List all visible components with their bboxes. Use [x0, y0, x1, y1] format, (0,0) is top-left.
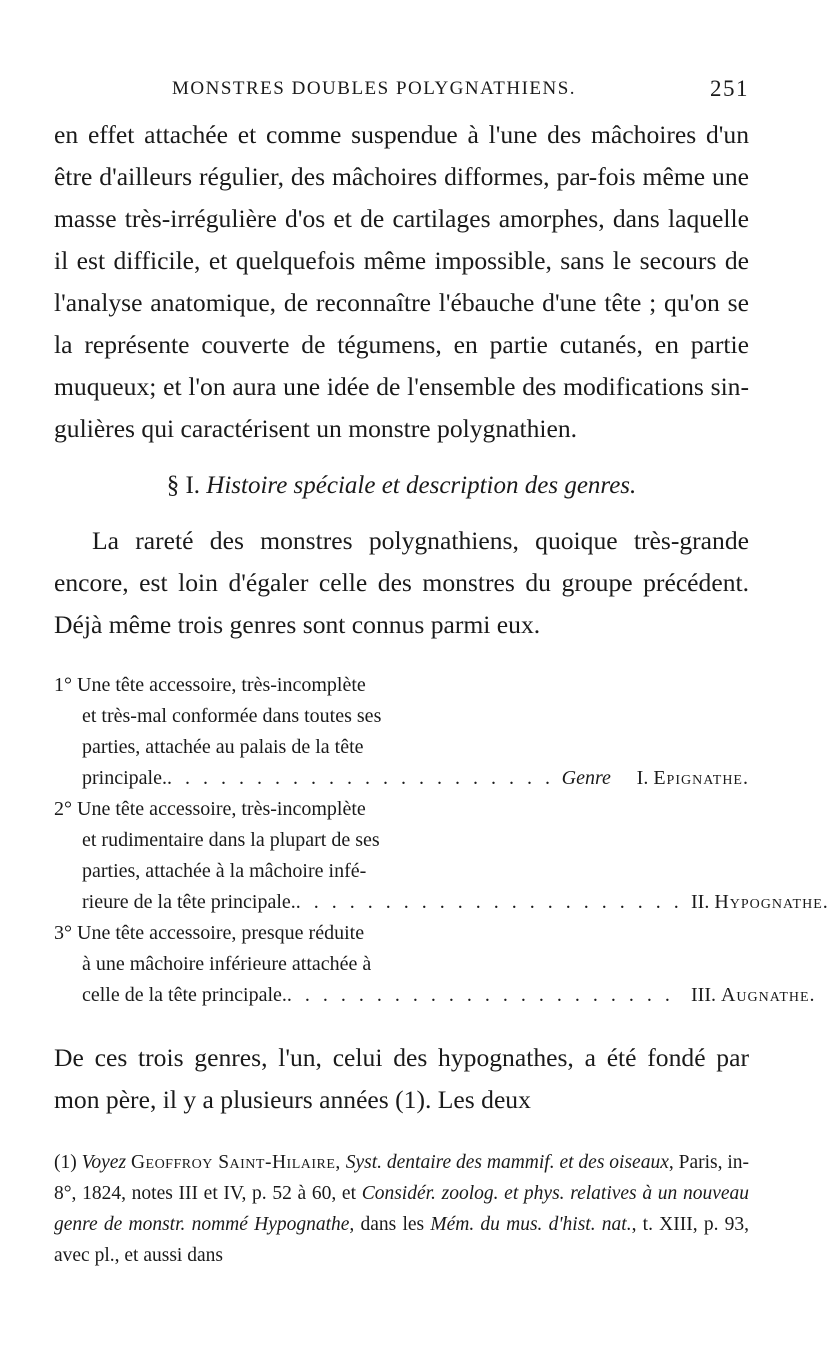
footnote-work-3: Mém. du mus. d'hist. nat. [430, 1214, 632, 1235]
paragraph-2: La rareté des monstres polygnathiens, quoique très-grande encore, est loin d'égaler celle des monstres du groupe précédent. Déjà même trois genres sont connus parmi eux. [54, 526, 749, 639]
genre-description [54, 670, 562, 794]
genre-numeral: I. [636, 767, 649, 789]
genre-description [54, 794, 683, 918]
genre-name [562, 763, 749, 794]
footnote [54, 1147, 749, 1271]
section-title: Histoire spéciale et description des genres. [206, 472, 637, 499]
genre-line: parties, attachée au palais de la tête [82, 736, 364, 758]
genre-row [54, 670, 749, 794]
paragraph-3: De ces trois genres, l'un, celui des hypognathes, a été fondé par mon père, il y a plusieurs années (1). Les deux [54, 1043, 749, 1114]
genre-line: 1° Une tête accessoire, très-incomplète [54, 674, 366, 696]
genre-line: à une mâchoire inférieure attachée à [82, 953, 372, 975]
dot-leader: . . . . . . . . . . . . . . . . . . . . . . [286, 984, 674, 1006]
genre-word: Genre [561, 767, 611, 789]
genre-numeral: III. [691, 984, 716, 1006]
genre-description [54, 918, 674, 1011]
genre-line: principale. [82, 767, 167, 789]
dot-leader: . . . . . . . . . . . . . . . . . . . . . . [166, 767, 554, 789]
genre-line: et très-mal conformée dans toutes ses [82, 705, 382, 727]
section-heading [54, 472, 749, 500]
genre-line: rieure de la tête principale. [82, 891, 296, 913]
genre-row [54, 918, 816, 1011]
genre-line: celle de la tête principale. [82, 984, 287, 1006]
running-head-title: MONSTRES DOUBLES POLYGNATHIENS. [172, 78, 577, 99]
genre-label: Hypognathe. [714, 891, 829, 913]
footnote-work-2: Considér. zoolog. et phys. relatives à un nouveau genre de monstr. nommé Hypognathe, [54, 1183, 750, 1235]
running-head [54, 78, 749, 110]
genre-label: Augnathe. [720, 984, 816, 1006]
footnote-text-1: , Paris, in-8°, 1824, notes III et IV, p. 52 à 60, et [54, 1152, 750, 1204]
footnote-author: Geoffroy Saint-Hilaire, [130, 1152, 341, 1173]
genre-line: et rudimentaire dans la plupart de ses [82, 829, 380, 851]
dot-leader: . . . . . . . . . . . . . . . . . . . . . . [295, 891, 683, 913]
section-symbol: § I. [166, 472, 201, 499]
footnote-text-2: dans les [354, 1214, 425, 1235]
footnote-marker: (1) [54, 1152, 77, 1173]
genre-table [54, 670, 829, 1011]
genre-numeral: II. [691, 891, 710, 913]
footnote-voyez: Voyez [81, 1152, 127, 1173]
genre-line: 2° Une tête accessoire, très-incomplète [54, 798, 366, 820]
genre-row [54, 794, 829, 918]
paragraph-1: en effet attachée et comme suspendue à l'une des mâchoires d'un être d'ailleurs régulier, des mâchoires difformes, par-fois même une masse très-irrégulière d'os et de cartilages amorphes, dans laquelle il est difficile, et quelquefois même impossible, sans le secours de l'analyse anatomique, de reconnaître l'ébauche d'une tête ; qu'on se la représente couverte de tégumens, en partie cutanés, en partie muqueux; et l'on aura une idée de l'ensemble des modifications sin-gulières qui caractérisent un monstre polygnathien. [54, 120, 749, 443]
genre-line: 3° Une tête accessoire, presque réduite [54, 922, 365, 944]
genre-label: Epignathe. [653, 767, 749, 789]
footnote-work-1: Syst. dentaire des mammif. et des oiseaux [345, 1152, 669, 1173]
footnote-text-3: , t. XIII, p. 93, avec pl., et aussi dans [54, 1214, 750, 1266]
page-number: 251 [710, 76, 749, 101]
genre-line: parties, attachée à la mâchoire infé- [82, 860, 367, 882]
